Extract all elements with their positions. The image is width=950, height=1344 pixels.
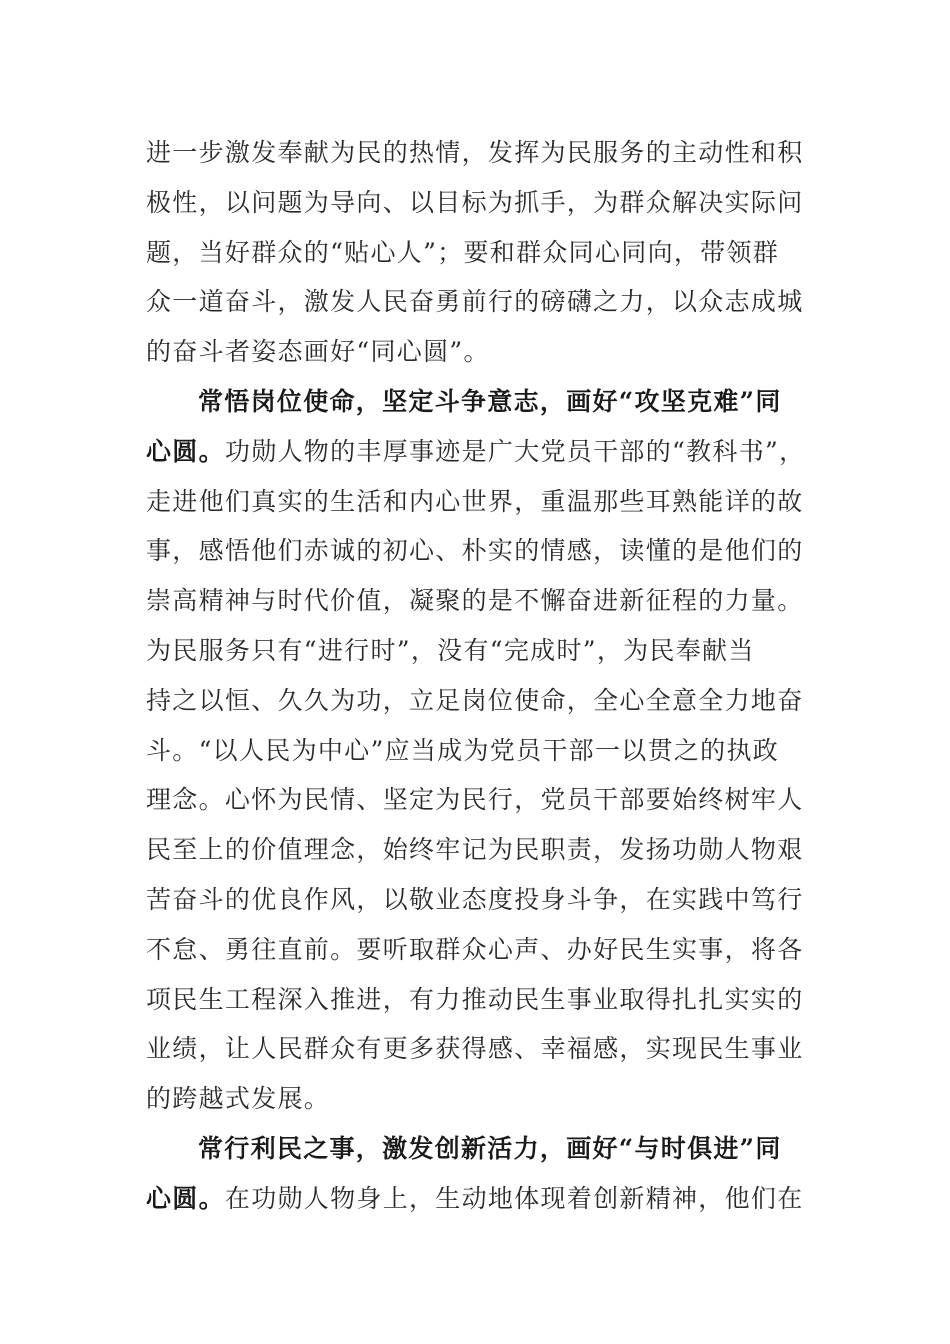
document-body bbox=[146, 128, 806, 1224]
paragraph-line: 的跨越式发展。 bbox=[146, 1084, 331, 1114]
paragraph-line: 民至上的价值理念，始终牢记为民职责，发扬功勋人物艰 bbox=[146, 835, 804, 865]
paragraph-line bbox=[146, 1174, 804, 1224]
paragraph-line bbox=[146, 427, 806, 477]
paragraph-line: 事，感悟他们赤诚的初心、朴实的情感，读懂的是他们的 bbox=[146, 536, 804, 566]
paragraph-line: 崇高精神与时代价值，凝聚的是不懈奋进新征程的力量。 bbox=[146, 586, 804, 616]
paragraph-line: 极性，以问题为导向、以目标为抓手，为群众解决实际问 bbox=[146, 187, 804, 217]
paragraph-line: 为民服务只有“进行时”，没有“完成时”，为民奉献当 bbox=[146, 635, 755, 665]
paragraph-line: 题，当好群众的“贴心人”；要和群众同心同向，带领群 bbox=[146, 237, 780, 267]
paragraph-line: 持之以恒、久久为功，立足岗位使命，全心全意全力地奋 bbox=[146, 685, 804, 715]
paragraph-line: 斗。“以人民为中心”应当成为党员干部一以贯之的执政 bbox=[146, 735, 780, 765]
paragraph-line: 众一道奋斗，激发人民奋勇前行的磅礴之力，以众志成城 bbox=[146, 287, 804, 317]
section-heading-end: 心圆。 bbox=[146, 1183, 225, 1213]
paragraph-line: 苦奋斗的优良作风，以敬业态度投身斗争，在实践中笃行 bbox=[146, 884, 804, 914]
paragraph-text: 在功勋人物身上，生动地体现着创新精神，他们在 bbox=[224, 1183, 804, 1213]
section-heading: 常行利民之事，激发创新活力，画好“与时俱进”同 bbox=[198, 1133, 782, 1163]
section-heading: 常悟岗位使命，坚定斗争意志，画好“攻坚克难”同 bbox=[198, 386, 782, 416]
paragraph-line: 业绩，让人民群众有更多获得感、幸福感，实现民生事业 bbox=[146, 1034, 804, 1064]
paragraph-line: 项民生工程深入推进，有力推动民生事业取得扎扎实实的 bbox=[146, 984, 804, 1014]
paragraph-line: 走进他们真实的生活和内心世界，重温那些耳熟能详的故 bbox=[146, 486, 804, 516]
paragraph-line: 不怠、勇往直前。要听取群众心声、办好民生实事，将各 bbox=[146, 934, 804, 964]
section-heading-end: 心圆。 bbox=[146, 436, 225, 466]
paragraph-line: 的奋斗者姿态画好“同心圆”。 bbox=[146, 337, 490, 367]
paragraph-line: 进一步激发奉献为民的热情，发挥为民服务的主动性和积 bbox=[146, 138, 804, 167]
paragraph-line: 理念。心怀为民情、坚定为民行，党员干部要始终树牢人 bbox=[146, 785, 804, 815]
paragraph-text: 功勋人物的丰厚事迹是广大党员干部的“教科书”， bbox=[224, 436, 806, 466]
